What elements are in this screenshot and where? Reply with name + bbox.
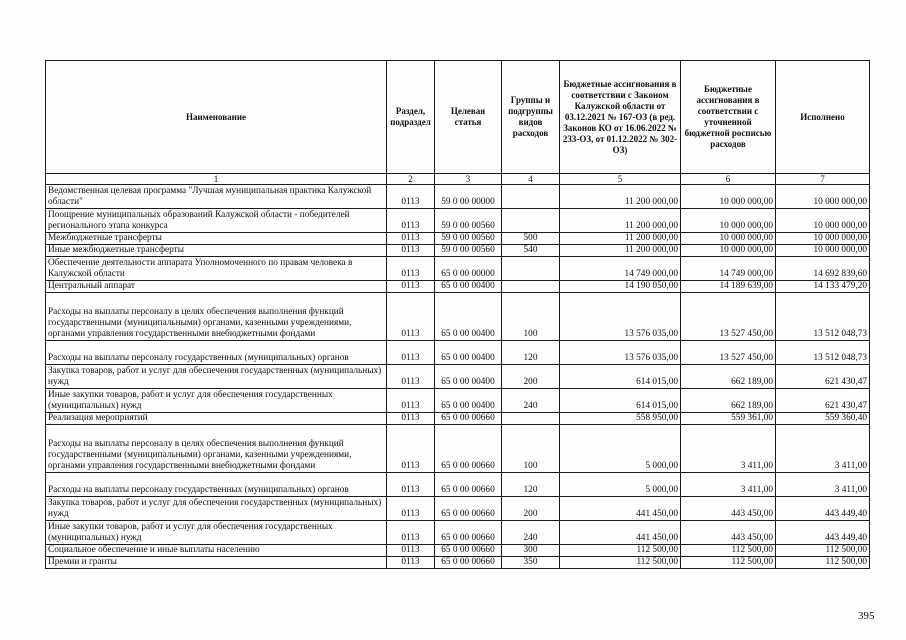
row-plan-amount: 3 411,00 (681, 425, 776, 473)
row-plan-amount: 14 189 639,00 (681, 281, 776, 293)
row-name: Иные закупки товаров, работ и услуг для обеспечения государственных (муниципальных) нужд (46, 521, 387, 545)
row-law-amount: 5 000,00 (560, 473, 681, 497)
row-name: Межбюджетные трансферты (46, 233, 387, 245)
row-article: 65 0 00 00660 (435, 521, 502, 545)
table-row (46, 245, 870, 257)
row-done-amount: 13 512 048,73 (776, 341, 870, 365)
row-done-amount: 13 512 048,73 (776, 293, 870, 341)
row-article: 65 0 00 00660 (435, 473, 502, 497)
row-group (502, 413, 560, 425)
row-article: 65 0 00 00660 (435, 545, 502, 557)
row-section: 0113 (387, 413, 435, 425)
row-group: 240 (502, 389, 560, 413)
table-row (46, 209, 870, 233)
row-group: 350 (502, 557, 560, 569)
header-row (46, 61, 870, 174)
row-group (502, 185, 560, 209)
row-law-amount: 11 200 000,00 (560, 209, 681, 233)
header-done: Исполнено (776, 61, 870, 174)
row-section: 0113 (387, 185, 435, 209)
column-number: 2 (387, 174, 435, 185)
row-section: 0113 (387, 293, 435, 341)
table-row (46, 341, 870, 365)
row-group (502, 209, 560, 233)
row-done-amount: 443 449,40 (776, 521, 870, 545)
header-name: Наименование (46, 61, 387, 174)
row-group: 120 (502, 341, 560, 365)
row-law-amount: 13 576 035,00 (560, 293, 681, 341)
table-row (46, 389, 870, 413)
table-row (46, 413, 870, 425)
row-plan-amount: 10 000 000,00 (681, 245, 776, 257)
row-done-amount: 10 000 000,00 (776, 245, 870, 257)
row-law-amount: 11 200 000,00 (560, 185, 681, 209)
row-law-amount: 14 749 000,00 (560, 257, 681, 281)
row-plan-amount: 10 000 000,00 (681, 209, 776, 233)
row-done-amount: 3 411,00 (776, 425, 870, 473)
row-name: Иные межбюджетные трансферты (46, 245, 387, 257)
column-number: 6 (681, 174, 776, 185)
row-law-amount: 558 950,00 (560, 413, 681, 425)
row-plan-amount: 112 500,00 (681, 557, 776, 569)
row-law-amount: 614 015,00 (560, 365, 681, 389)
row-name: Расходы на выплаты персоналу государственных (муниципальных) органов (46, 341, 387, 365)
table-row (46, 185, 870, 209)
row-law-amount: 441 450,00 (560, 521, 681, 545)
row-done-amount: 621 430,47 (776, 389, 870, 413)
row-section: 0113 (387, 425, 435, 473)
row-name: Премии и гранты (46, 557, 387, 569)
row-name: Центральный аппарат (46, 281, 387, 293)
table-row (46, 281, 870, 293)
row-section: 0113 (387, 389, 435, 413)
row-law-amount: 11 200 000,00 (560, 245, 681, 257)
row-done-amount: 621 430,47 (776, 365, 870, 389)
row-name: Закупка товаров, работ и услуг для обеспечения государственных (муниципальных) нужд (46, 497, 387, 521)
header-group: Группы и подгруппы видов расходов (502, 61, 560, 174)
column-number: 7 (776, 174, 870, 185)
table-body (46, 185, 870, 569)
row-article: 59 0 00 00560 (435, 233, 502, 245)
row-section: 0113 (387, 233, 435, 245)
table-row (46, 425, 870, 473)
row-group (502, 257, 560, 281)
row-article: 65 0 00 00660 (435, 413, 502, 425)
row-article: 59 0 00 00560 (435, 245, 502, 257)
row-plan-amount: 13 527 450,00 (681, 341, 776, 365)
row-name: Ведомственная целевая программа "Лучшая муниципальная практика Калужской области" (46, 185, 387, 209)
header-plan: Бюджетные ассигнования в соответствии с уточненной бюджетной росписью расходов (681, 61, 776, 174)
row-name: Поощрение муниципальных образований Калужской области - победителей регионального этапа конкурса (46, 209, 387, 233)
row-section: 0113 (387, 281, 435, 293)
row-name: Иные закупки товаров, работ и услуг для обеспечения государственных (муниципальных) нужд (46, 389, 387, 413)
table-row (46, 521, 870, 545)
row-plan-amount: 662 189,00 (681, 365, 776, 389)
table-row (46, 365, 870, 389)
row-done-amount: 443 449,40 (776, 497, 870, 521)
column-number-row (46, 174, 870, 185)
row-section: 0113 (387, 497, 435, 521)
row-name: Социальное обеспечение и иные выплаты населению (46, 545, 387, 557)
row-law-amount: 14 190 050,00 (560, 281, 681, 293)
row-group: 200 (502, 497, 560, 521)
table-row (46, 557, 870, 569)
row-article: 59 0 00 00000 (435, 185, 502, 209)
row-article: 65 0 00 00400 (435, 365, 502, 389)
row-name: Расходы на выплаты персоналу в целях обеспечения выполнения функций государственными (муниципальными) органами, казенными учреждениями, органами управления государственными внебюджетными фондами (46, 425, 387, 473)
page-number: 395 (858, 610, 875, 622)
row-plan-amount: 14 749 000,00 (681, 257, 776, 281)
row-article: 65 0 00 00660 (435, 557, 502, 569)
row-section: 0113 (387, 473, 435, 497)
row-done-amount: 14 692 839,60 (776, 257, 870, 281)
row-group (502, 281, 560, 293)
row-section: 0113 (387, 365, 435, 389)
row-done-amount: 10 000 000,00 (776, 233, 870, 245)
row-law-amount: 112 500,00 (560, 557, 681, 569)
column-number: 4 (502, 174, 560, 185)
row-plan-amount: 443 450,00 (681, 521, 776, 545)
row-section: 0113 (387, 545, 435, 557)
row-done-amount: 14 133 479,20 (776, 281, 870, 293)
table-row (46, 293, 870, 341)
row-name: Обеспечение деятельности аппарата Уполномоченного по правам человека в Калужской области (46, 257, 387, 281)
row-section: 0113 (387, 341, 435, 365)
row-law-amount: 441 450,00 (560, 497, 681, 521)
column-number: 1 (46, 174, 387, 185)
row-section: 0113 (387, 521, 435, 545)
row-group: 200 (502, 365, 560, 389)
row-group: 500 (502, 233, 560, 245)
row-plan-amount: 559 361,00 (681, 413, 776, 425)
row-article: 59 0 00 00560 (435, 209, 502, 233)
row-law-amount: 5 000,00 (560, 425, 681, 473)
row-group: 540 (502, 245, 560, 257)
row-plan-amount: 10 000 000,00 (681, 185, 776, 209)
row-section: 0113 (387, 245, 435, 257)
row-law-amount: 112 500,00 (560, 545, 681, 557)
row-group: 240 (502, 521, 560, 545)
column-number: 3 (435, 174, 502, 185)
row-name: Расходы на выплаты персоналу государственных (муниципальных) органов (46, 473, 387, 497)
row-done-amount: 10 000 000,00 (776, 209, 870, 233)
row-section: 0113 (387, 209, 435, 233)
row-name: Закупка товаров, работ и услуг для обеспечения государственных (муниципальных) нужд (46, 365, 387, 389)
row-group: 120 (502, 473, 560, 497)
table-row (46, 233, 870, 245)
row-article: 65 0 00 00400 (435, 293, 502, 341)
row-plan-amount: 13 527 450,00 (681, 293, 776, 341)
header-section: Раздел, подраздел (387, 61, 435, 174)
budget-table (45, 60, 870, 569)
row-plan-amount: 112 500,00 (681, 545, 776, 557)
row-plan-amount: 443 450,00 (681, 497, 776, 521)
row-plan-amount: 10 000 000,00 (681, 233, 776, 245)
row-done-amount: 112 500,00 (776, 545, 870, 557)
row-law-amount: 614 015,00 (560, 389, 681, 413)
header-law: Бюджетные ассигнования в соответствии с Законом Калужской области от 03.12.2021 № 167-ОЗ (в ред. Законов КО от 16.06.2022 № 233-ОЗ, от 01.12.2022 № 302-ОЗ) (560, 61, 681, 174)
row-group: 100 (502, 293, 560, 341)
row-law-amount: 11 200 000,00 (560, 233, 681, 245)
row-section: 0113 (387, 257, 435, 281)
row-group: 300 (502, 545, 560, 557)
row-name: Расходы на выплаты персоналу в целях обеспечения выполнения функций государственными (муниципальными) органами, казенными учреждениями, органами управления государственными внебюджетными фондами (46, 293, 387, 341)
row-article: 65 0 00 00400 (435, 389, 502, 413)
column-number: 5 (560, 174, 681, 185)
row-plan-amount: 662 189,00 (681, 389, 776, 413)
row-done-amount: 559 360,40 (776, 413, 870, 425)
row-done-amount: 3 411,00 (776, 473, 870, 497)
row-law-amount: 13 576 035,00 (560, 341, 681, 365)
table-row (46, 473, 870, 497)
row-article: 65 0 00 00000 (435, 257, 502, 281)
header-article: Целевая статья (435, 61, 502, 174)
row-section: 0113 (387, 557, 435, 569)
row-article: 65 0 00 00400 (435, 341, 502, 365)
table-row (46, 497, 870, 521)
row-article: 65 0 00 00660 (435, 425, 502, 473)
row-group: 100 (502, 425, 560, 473)
row-name: Реализация мероприятий (46, 413, 387, 425)
row-plan-amount: 3 411,00 (681, 473, 776, 497)
row-done-amount: 112 500,00 (776, 557, 870, 569)
table-row (46, 257, 870, 281)
row-article: 65 0 00 00400 (435, 281, 502, 293)
table-row (46, 545, 870, 557)
row-article: 65 0 00 00660 (435, 497, 502, 521)
row-done-amount: 10 000 000,00 (776, 185, 870, 209)
